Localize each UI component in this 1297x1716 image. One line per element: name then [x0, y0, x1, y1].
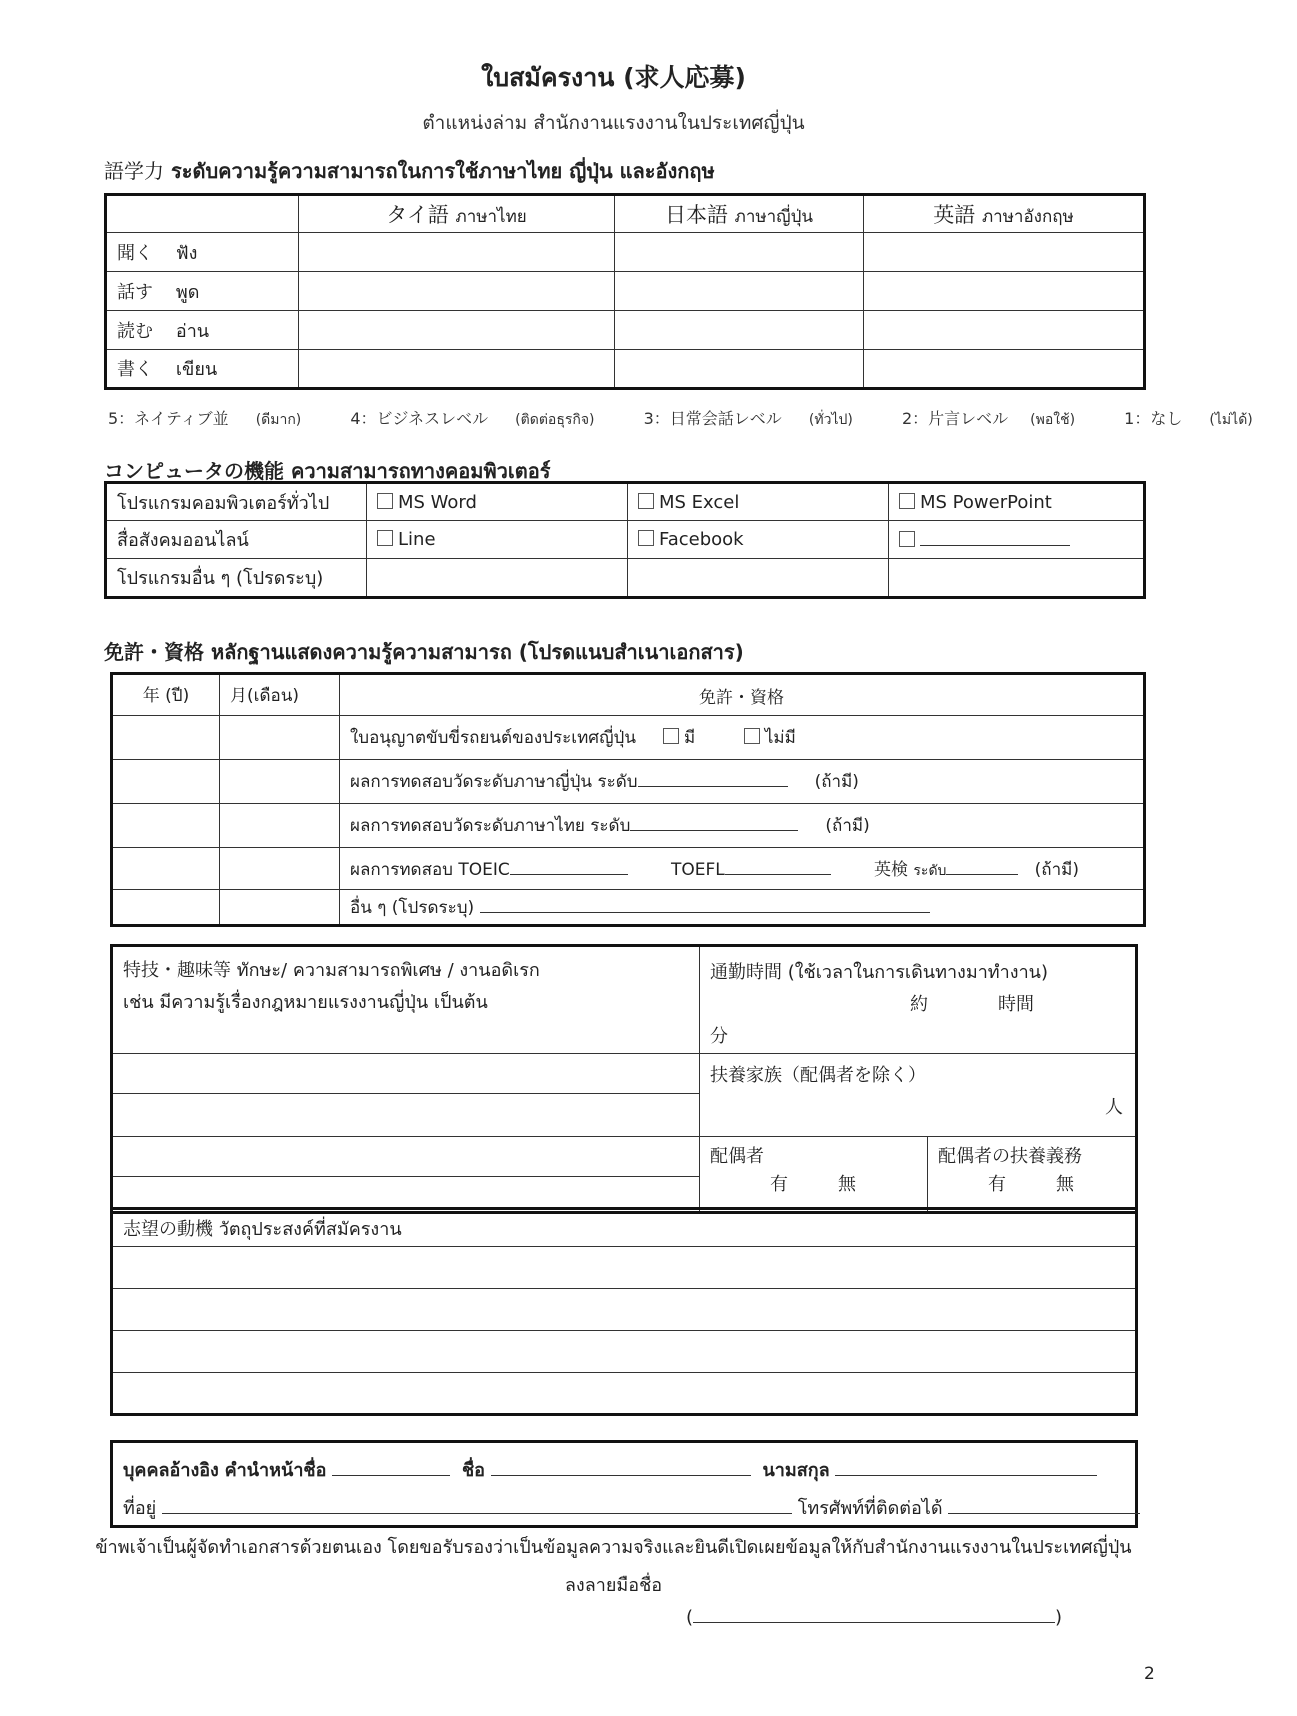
declaration-text: ข้าพเจ้าเป็นผู้จัดทำเอกสารด้วยตนเอง โดยขอรับรองว่าเป็นข้อมูลความจริงและยินดีเปิดเผยข้อมูลให้กับสำนักงานแรงงานในประเทศญี่ปุ่น: [95, 1537, 1132, 1558]
col-japanese: 日本語 ภาษาญี่ปุ่น: [615, 195, 864, 233]
cell-input[interactable]: [112, 848, 220, 890]
other-cert-row: อื่น ๆ (โปรดระบุ): [340, 890, 1145, 926]
row-label: โปรแกรมคอมพิวเตอร์ทั่วไป: [106, 483, 367, 521]
cell-input[interactable]: [220, 848, 340, 890]
cell-input[interactable]: [628, 559, 889, 598]
license-table-header: 年 (ปี) 月(เดือน) 免許・資格: [112, 674, 1145, 716]
signature-line: ( ): [686, 1607, 1063, 1628]
row-write: 書く เขียน: [106, 350, 299, 389]
row-label: โปรแกรมอื่น ๆ (โปรดระบุ): [106, 559, 367, 598]
cell-input[interactable]: [864, 233, 1145, 272]
table-row: [112, 1373, 1137, 1415]
other-social-option[interactable]: [889, 521, 1145, 559]
cell-input[interactable]: [864, 350, 1145, 389]
cell-input[interactable]: [112, 1247, 1137, 1289]
cell-input[interactable]: [299, 272, 615, 311]
dependents-cell: 扶養家族（配偶者を除く） 人: [700, 1054, 1137, 1137]
cell-input[interactable]: [299, 350, 615, 389]
cell-input[interactable]: [220, 716, 340, 760]
thai-test-row: ผลการทดสอบวัดระดับภาษาไทย ระดับ (ถ้ามี): [340, 804, 1145, 848]
cell-input[interactable]: [615, 311, 864, 350]
jlpt-row: ผลการทดสอบวัดระดับภาษาญี่ปุ่น ระดับ (ถ้ามี): [340, 760, 1145, 804]
cell-input[interactable]: [112, 1094, 700, 1137]
name-field[interactable]: [491, 1459, 751, 1476]
skills-table: [110, 944, 1138, 1214]
page-number: 2: [1144, 1664, 1155, 1684]
table-row: [106, 559, 1145, 598]
cell-input[interactable]: [112, 760, 220, 804]
spouse-support-cell: 配偶者の扶養義務 有 無: [928, 1137, 1137, 1213]
cell-input[interactable]: [367, 559, 628, 598]
table-row: [106, 272, 1145, 311]
cell-input[interactable]: [112, 1331, 1137, 1373]
checkbox[interactable]: [638, 530, 654, 546]
row-speak: 話す พูด: [106, 272, 299, 311]
reference-box: [110, 1440, 1138, 1528]
checkbox[interactable]: [377, 530, 393, 546]
cell-input[interactable]: [615, 350, 864, 389]
blank-line[interactable]: [510, 858, 628, 875]
motivation-table: [110, 1207, 1138, 1416]
phone-field[interactable]: [948, 1497, 1140, 1514]
skills-title-cell: 特技・趣味等 ทักษะ/ ความสามารถพิเศษ / งานอดิเรก เช่น มีความรู้เรื่องกฎหมายแรงงานญี่ปุ่น เป็นต้น: [112, 946, 700, 1054]
license-table: [110, 672, 1146, 927]
cell-input[interactable]: [864, 272, 1145, 311]
row-label: สื่อสังคมออนไลน์: [106, 521, 367, 559]
checkbox[interactable]: [899, 531, 915, 547]
cell-input[interactable]: [299, 233, 615, 272]
cell-input[interactable]: [112, 1137, 700, 1177]
spouse-cell: 配偶者 有 無: [700, 1137, 928, 1213]
table-row: [112, 1209, 1137, 1247]
table-row: [106, 311, 1145, 350]
checkbox[interactable]: [744, 728, 760, 744]
table-row: [106, 483, 1145, 521]
table-row: [112, 1137, 1137, 1177]
col-english: 英語 ภาษาอังกฤษ: [864, 195, 1145, 233]
table-row: [112, 890, 1145, 926]
form-title: ใบสมัครงาน (求人応募): [481, 63, 746, 92]
license-heading: 免許・資格 หลักฐานแสดงความรู้ความสามารถ (โปรดแนบสำเนาเอกสาร): [104, 640, 744, 664]
checkbox[interactable]: [899, 493, 915, 509]
table-row: [112, 1289, 1137, 1331]
reference-address-line: ที่อยู่ โทรศัพท์ที่ติดต่อได้: [123, 1493, 1140, 1522]
table-row: [112, 804, 1145, 848]
table-row: [112, 848, 1145, 890]
signature-field[interactable]: [693, 1606, 1055, 1623]
cell-input[interactable]: [112, 1289, 1137, 1331]
blank-line[interactable]: [630, 814, 798, 831]
commute-cell: 通勤時間 (ใช้เวลาในการเดินทางมาทำงาน) 約 時間分: [700, 946, 1137, 1054]
checkbox[interactable]: [663, 728, 679, 744]
signature-label: ลงลายมือชื่อ: [564, 1575, 663, 1596]
computer-heading: コンピュータの機能 ความสามารถทางคอมพิวเตอร์: [104, 459, 551, 483]
table-row: [112, 760, 1145, 804]
cell-input[interactable]: [299, 311, 615, 350]
form-subtitle: ตำแหน่งล่าม สำนักงานแรงงานในประเทศญี่ปุ่น: [422, 112, 805, 134]
col-thai: タイ語 ภาษาไทย: [299, 195, 615, 233]
ms-word-option[interactable]: MS Word: [367, 483, 628, 521]
cell-input[interactable]: [112, 716, 220, 760]
english-test-row: ผลการทดสอบ TOEIC TOEFL 英検 ระดับ (ถ้ามี): [340, 848, 1145, 890]
facebook-option[interactable]: Facebook: [628, 521, 889, 559]
blank-line[interactable]: [920, 529, 1070, 546]
cell-input[interactable]: [220, 890, 340, 926]
row-read: 読む อ่าน: [106, 311, 299, 350]
cell-input[interactable]: [220, 760, 340, 804]
surname-field[interactable]: [835, 1459, 1097, 1476]
address-field[interactable]: [162, 1497, 792, 1514]
cell-input[interactable]: [112, 804, 220, 848]
table-row: [112, 716, 1145, 760]
language-table: [104, 193, 1146, 390]
blank-line[interactable]: [946, 858, 1018, 875]
checkbox[interactable]: [638, 493, 654, 509]
reference-name-line: บุคคลอ้างอิง คำนำหน้าชื่อ ชื่อ นามสกุล: [123, 1455, 1097, 1484]
cell-input[interactable]: [889, 559, 1145, 598]
line-option[interactable]: Line: [367, 521, 628, 559]
driver-license-row: ใบอนุญาตขับขี่รถยนต์ของประเทศญี่ปุ่น มี ไม่มี: [340, 716, 1145, 760]
cell-input[interactable]: [112, 890, 220, 926]
cell-input[interactable]: [615, 233, 864, 272]
table-row: [112, 946, 1137, 1054]
cell-input[interactable]: [220, 804, 340, 848]
motivation-title: 志望の動機 วัตถุประสงค์ที่สมัครงาน: [112, 1209, 1137, 1247]
language-heading: 語学力 ระดับความรู้ความสามารถในการใช้ภาษาไทย ญี่ปุ่น และอังกฤษ: [104, 159, 715, 183]
row-listen: 聞く ฟัง: [106, 233, 299, 272]
table-row: [112, 1054, 1137, 1094]
cell-input[interactable]: [112, 1054, 700, 1094]
table-row: [106, 521, 1145, 559]
cell-input[interactable]: [615, 272, 864, 311]
ms-excel-option[interactable]: MS Excel: [628, 483, 889, 521]
prefix-field[interactable]: [332, 1459, 450, 1476]
cell-input[interactable]: [112, 1373, 1137, 1415]
table-row: [112, 1247, 1137, 1289]
table-row: [112, 1331, 1137, 1373]
language-table-header: [106, 195, 1145, 233]
blank-line[interactable]: [725, 858, 831, 875]
cell-input[interactable]: [864, 311, 1145, 350]
computer-table: [104, 481, 1146, 599]
checkbox[interactable]: [377, 493, 393, 509]
ms-powerpoint-option[interactable]: MS PowerPoint: [889, 483, 1145, 521]
table-row: [106, 350, 1145, 389]
blank-line[interactable]: [638, 770, 788, 787]
table-row: [106, 233, 1145, 272]
level-legend: 5：ネイティブ並 (ดีมาก) 4：ビジネスレベル (ติดต่อธุรกิจ) 3：日常会話レベル (ทั่วไป) 2：片言レベル (พอใช้) 1：なし (ไม่ได้): [108, 409, 1253, 428]
blank-line[interactable]: [480, 896, 930, 913]
